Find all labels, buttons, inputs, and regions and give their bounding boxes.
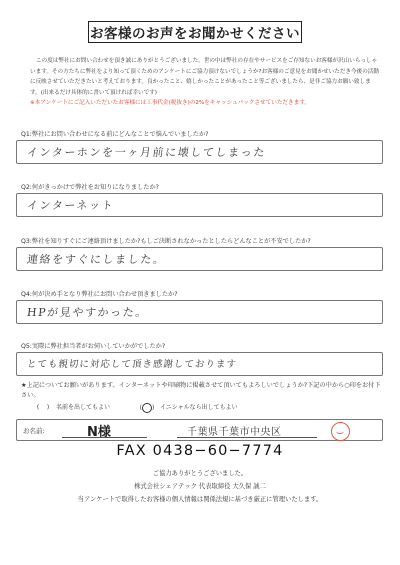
q2-answer-box[interactable] [16, 193, 383, 217]
consent-option-initial[interactable]: ( ) イニシャルなら出してもよい [139, 404, 238, 411]
q1-answer: インターホンを一ヶ月前に壊してしまった [26, 146, 267, 159]
page-title: お客様のお声をお聞かせください [88, 21, 302, 43]
company-text: 株式会社シェアテック 代表取締役 大久保 誠二 [134, 483, 266, 490]
q1-answer-box[interactable] [16, 140, 383, 164]
intro-text [30, 56, 380, 109]
smile-stamp-icon [331, 422, 350, 441]
circled-mark-icon [142, 403, 152, 413]
q1-label: Q1:弊社にお問い合わせになる前にどんなことで悩んでいましたか? [21, 131, 209, 138]
q3-answer: 連絡をすぐにしました。 [26, 253, 167, 266]
q4-label: Q4:何が決め手となり弊社にお問い合わせ頂きましたか? [21, 291, 178, 298]
address-underline [177, 437, 317, 438]
q3-label: Q3:弊社を知りすぐにご連絡頂けましたか?もしご決断されなかったとしたらどんなことが不安でしたか? [21, 238, 311, 245]
customer-address: 千葉県千葉市中央区 [187, 427, 282, 438]
q3-answer-box[interactable] [16, 247, 383, 271]
intro-paragraph: この度は弊社にお問い合わせを頂き誠にありがとうございました。世の中は弊社の存在やサービスをご存知ないお客様が沢山いらっしゃいます。その方たちに弊社をより知って頂くためのアンケートにご協力頂けないでしょうか?お客様のご意見をお聞かせいただき今後の活動に反映させていただきたいと考えております。良かったこと、嬉しかったことがあったこと等ございましたら、是非ご協力お願い致します。(出来るだけ具体的に書いて頂ければ幸いです) [30, 58, 379, 96]
name-box [16, 419, 383, 441]
name-underline [62, 437, 147, 438]
consent-text: ★上記についてお願いがあります。インターネットや印刷物に掲載させて頂いてもよろしいでしょうか?下記の中から○印をお付下さい。 [21, 382, 381, 399]
q4-answer-box[interactable] [16, 300, 383, 324]
q4-answer: HPが見やすかった。 [26, 306, 149, 319]
consent-option-name-label: 名前を出してもよい [56, 404, 111, 411]
cashback-note: ※本アンケートにご記入いただいたお客様には工事代金(税抜き)の2%をキャッシュバックさせていただきます。 [30, 100, 310, 107]
q2-answer: インターネット [26, 199, 115, 212]
consent-option-name[interactable]: ( ) 名前を出してもよい [36, 404, 111, 411]
thanks-text: ご協力ありがとうございました。 [152, 470, 248, 477]
name-label: お名前: [23, 427, 45, 435]
q5-answer-box[interactable] [16, 352, 383, 376]
q2-label: Q2:何がきっかけで弊社をお知りになりましたか? [21, 184, 159, 191]
q5-label: Q5:実際に弊社担当者がお伺いしていかがでしたか? [21, 343, 166, 350]
consent-options [30, 402, 260, 413]
customer-name: N様 [87, 425, 111, 440]
fax-number: FAX 0438−60−7774 [116, 443, 284, 459]
privacy-text: 当アンケートで取得したお客様の個人情報は関係法規に基づき厳正に管理いたします。 [77, 496, 323, 503]
q5-answer: とても親切に対応して頂き感謝しております [26, 359, 238, 370]
consent-option-initial-label: イニシャルなら出してもよい [159, 404, 238, 411]
